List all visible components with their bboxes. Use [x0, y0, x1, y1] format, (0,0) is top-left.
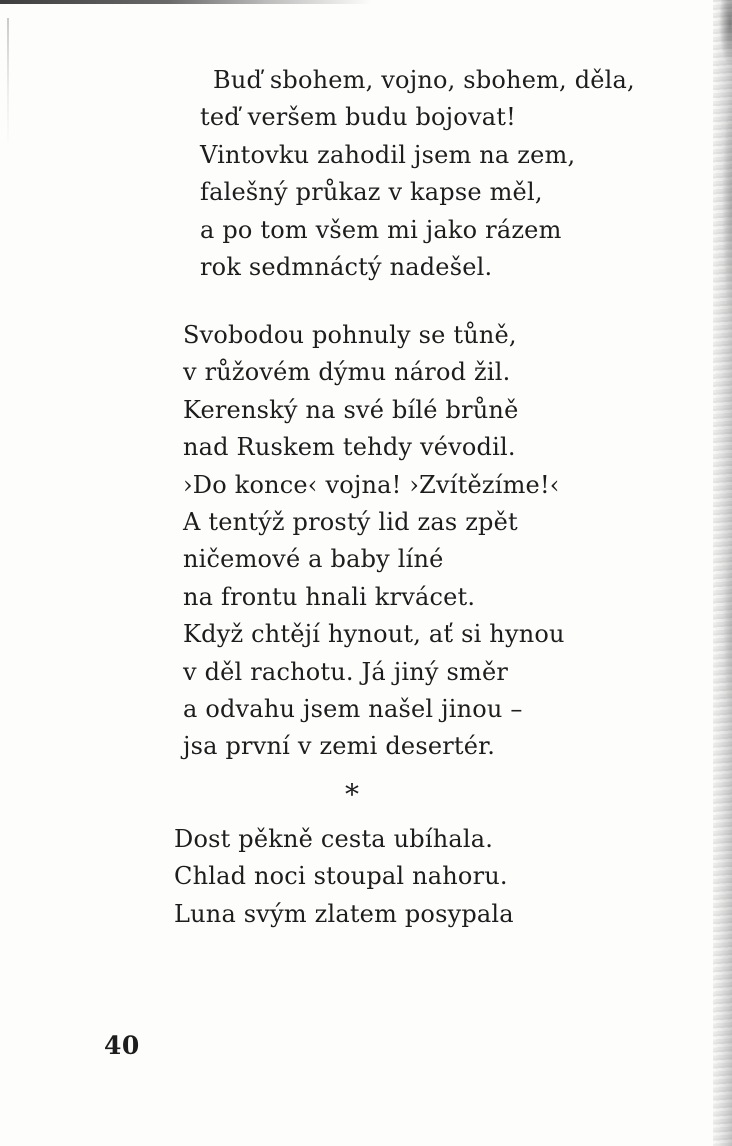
poem-line: teď veršem budu bojovat! [200, 103, 516, 132]
poem-line: falešný průkaz v kapse měl, [200, 178, 543, 207]
poem-line: jsa první v zemi desertér. [183, 732, 496, 761]
scan-left-crease [7, 18, 9, 148]
poem-line: na frontu hnali krvácet. [183, 582, 476, 611]
poem-line: Kerenský na své bílé brůně [183, 395, 519, 424]
poem-line: Buď sbohem, vojno, sbohem, děla, [213, 66, 635, 94]
poem-line: rok sedmnáctý nadešel. [200, 253, 493, 282]
poem-line: v děl rachotu. Já jiný směr [183, 657, 509, 686]
poem-line: Svobodou pohnuly se tůně, [183, 321, 517, 349]
poem-line: Dost pěkně cesta ubíhala. [174, 825, 494, 853]
poem-line: Když chtějí hynout, ať si hynou [183, 620, 565, 649]
poem-line: nad Ruskem tehdy vévodil. [183, 433, 516, 462]
stanza-2 [183, 317, 565, 766]
poem-line: Vintovku zahodil jsem na zem, [200, 140, 576, 169]
stanza-1 [200, 62, 635, 286]
scan-right-edge-shadow [713, 0, 732, 1146]
poem-line: a odvahu jsem našel jinou – [183, 695, 523, 724]
poem-line: v růžovém dýmu národ žil. [183, 358, 511, 387]
poem-line: ›Do konce‹ vojna! ›Zvítězíme!‹ [183, 470, 560, 499]
poem-line: ničemové a baby líné [183, 545, 444, 574]
poem-line: Chlad noci stoupal nahoru. [174, 862, 508, 891]
page-number: 40 [104, 1031, 140, 1060]
stanza-separator-asterisk: * [345, 778, 359, 811]
poem-line: a po tom všem mi jako rázem [200, 215, 562, 244]
poem-line: Luna svým zlatem posypala [174, 899, 514, 928]
scan-top-edge-shadow [0, 0, 372, 4]
poem-line: A tentýž prostý lid zas zpět [183, 508, 518, 537]
stanza-3 [174, 821, 514, 933]
